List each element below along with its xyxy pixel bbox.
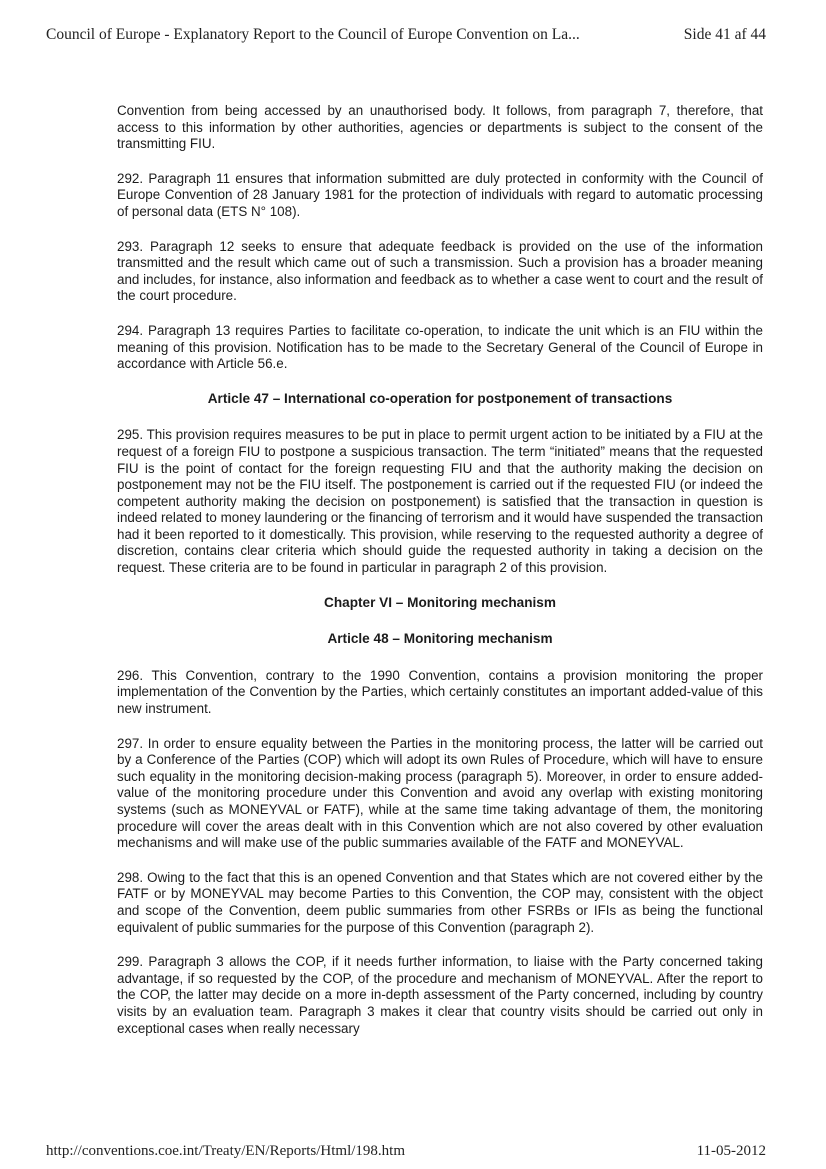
paragraph-293: 293. Paragraph 12 seeks to ensure that adequate feedback is provided on the use of the information transmitted and the result which came out of such a transmission. Such a provision has a broader meaning and includes, for instance, also information and feedback as to whether a case went to court and the result of the court procedure. [117, 238, 763, 304]
paragraph-296: 296. This Convention, contrary to the 1990 Convention, contains a provision monitoring the proper implementation of the Convention by the Parties, which certainly constitutes an important added-value of this new instrument. [117, 667, 763, 717]
paragraph-continued: Convention from being accessed by an unauthorised body. It follows, from paragraph 7, therefore, that access to this information by other authorities, agencies or departments is subject to the consent of the transmitting FIU. [117, 103, 763, 152]
page-number: Side 41 af 44 [683, 26, 766, 43]
page-footer [46, 1143, 766, 1160]
document-title: Council of Europe - Explanatory Report to the Council of Europe Convention on La... [46, 26, 580, 43]
heading-article-48: Article 48 – Monitoring mechanism [327, 631, 553, 647]
source-url[interactable]: http://conventions.coe.int/Treaty/EN/Reports/Html/198.htm [46, 1143, 406, 1159]
heading-article-47: Article 47 – International co-operation for postponement of transactions [207, 390, 673, 406]
paragraph-298: 298. Owing to the fact that this is an opened Convention and that States which are not covered either by the FATF or by MONEYVAL may become Parties to this Convention, the COP may, consistent with the object and scope of the Convention, deem public summaries from other FSRBs or IFIs as being the functional equivalent of public summaries for the purpose of this Convention (paragraph 2). [117, 869, 763, 935]
heading-chapter-6: Chapter VI – Monitoring mechanism [324, 594, 556, 610]
paragraph-299: 299. Paragraph 3 allows the COP, if it needs further information, to liaise with the Party concerned taking advantage, if so requested by the COP, of the procedure and mechanism of MONEYVAL. After the report to the COP, the latter may decide on a more in-depth assessment of the Party concerned, including by country visits by an evaluation team. Paragraph 3 makes it clear that country visits should be carried out only in exceptional cases when really necessary [117, 954, 763, 1036]
print-date: 11-05-2012 [696, 1143, 766, 1159]
paragraph-294: 294. Paragraph 13 requires Parties to facilitate co-operation, to indicate the unit which is an FIU within the meaning of this provision. Notification has to be made to the Secretary General of the Council of Europe in accordance with Article 56.e. [117, 322, 763, 372]
paragraph-295: 295. This provision requires measures to be put in place to permit urgent action to be initiated by a FIU at the request of a foreign FIU to postpone a suspicious transaction. The term “initiated” means that the requested FIU is the point of contact for the foreign requesting FIU and that the authority making the decision on postponement may not be the FIU itself. The postponement is carried out if the requested FIU (or indeed the competent authority making the decision on postponement) is satisfied that the transaction in question is indeed related to money laundering or the financing of terrorism and it would have suspended the transaction had it been reported to it domestically. This provision, while reserving to the requested authority a degree of discretion, contains clear criteria which should guide the requested authority in taking a decision on the request. These criteria are to be found in particular in paragraph 2 of this provision. [117, 427, 763, 576]
paragraph-297: 297. In order to ensure equality between the Parties in the monitoring process, the latter will be carried out by a Conference of the Parties (COP) which will adopt its own Rules of Procedure, which will have to ensure such equality in the monitoring decision-making process (paragraph 5). Moreover, in order to ensure added-value of the monitoring procedure under this Convention and avoid any overlap with existing monitoring systems (such as MONEYVAL or FATF), while at the same time taking advantage of them, the monitoring procedure will cover the areas dealt with in this Convention which are not also covered by other evaluation mechanisms and will make use of the public summaries available of the FATF and MONEYVAL. [117, 735, 763, 851]
paragraph-292: 292. Paragraph 11 ensures that information submitted are duly protected in conformity with the Council of Europe Convention of 28 January 1981 for the protection of individuals with regard to automatic processing of personal data (ETS N° 108). [117, 170, 763, 219]
document-body [117, 103, 763, 1055]
page-header [46, 26, 766, 44]
